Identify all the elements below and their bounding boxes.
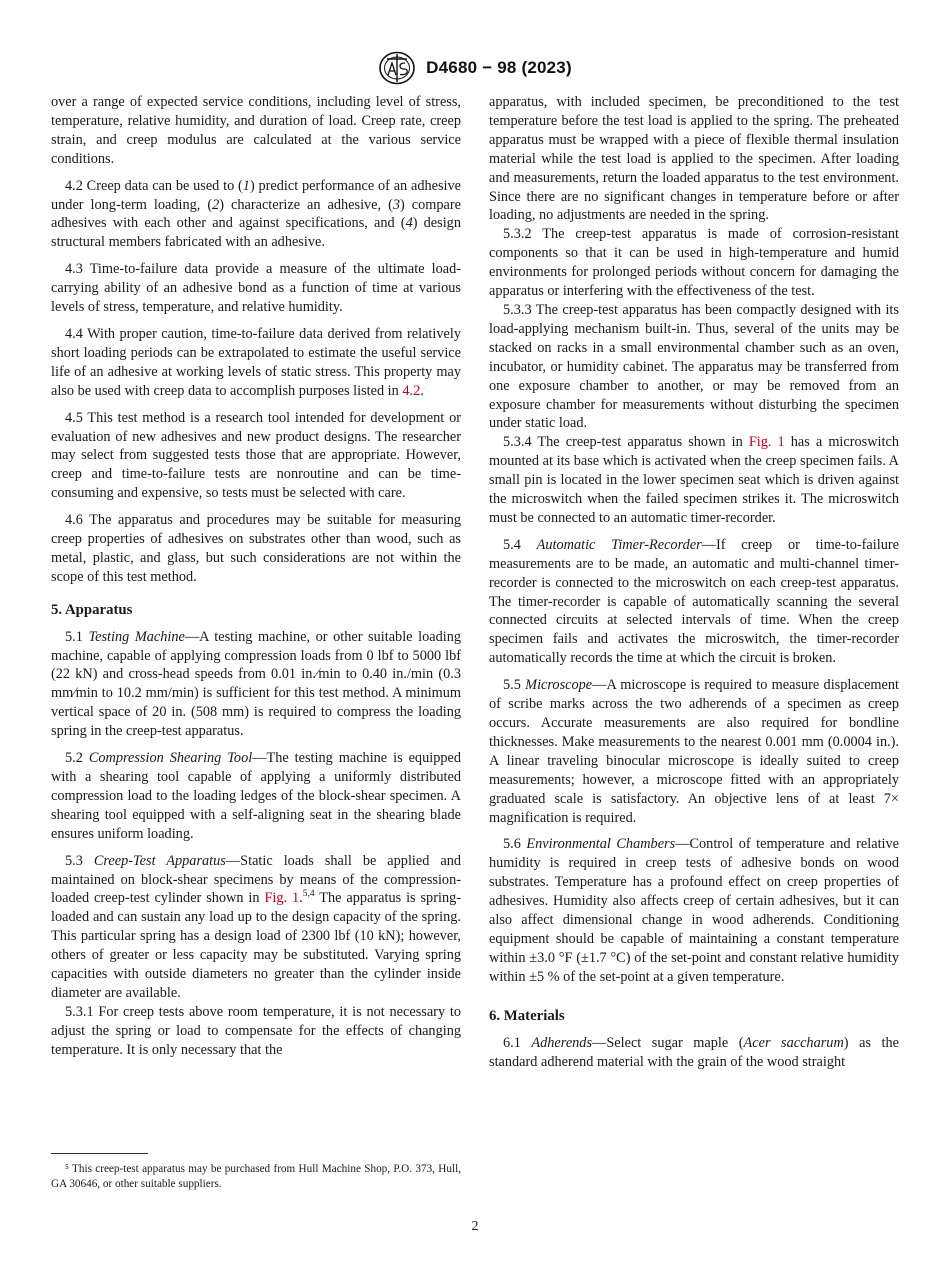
astm-logo-icon [378,51,416,85]
standard-designation: D4680 − 98 (2023) [426,58,572,77]
footnote-5: ⁵ This creep-test apparatus may be purchased from Hull Machine Shop, P.O. 373, Hull, GA 30646, or other suitable suppliers. [51,1163,461,1190]
section-4-2-link[interactable]: 4.2 [402,382,421,399]
paragraph-4-5: 4.5 This test method is a research tool intended for development or evaluation of new adhesives and new product designs. The researcher may select from suggested tests those that are appropriate. However, creep and time-to-failure tests are nonroutine and can be time-consuming and expensive, so tests must be selected with care. [51,409,461,502]
page-number: 2 [471,1219,479,1234]
paragraph-5-4: 5.4 Automatic Timer-Recorder—If creep or time-to-failure measurements are to be made, an automatic and multi-channel timer-recorder is connected to the microswitch on each creep-test apparatus. The timer-recorder is capable of automatically scanning the several connected circuits at selected intervals of time. When the creep specimen fails and activates the microswitch, the timer-recorder automatically records the time at which the circuit is broken. [489,536,899,667]
paragraph-6-1: 6.1 Adherends—Select sugar maple (Acer saccharum) as the standard adherend material with the grain of the wood straight [489,1034,899,1070]
paragraph-5-3-4: 5.3.4 The creep-test apparatus shown in Fig. 1 has a microswitch mounted at its base which is activated when the creep specimen fails. A small pin is located in the lower specimen seat which is driven against the microswitch when the failed specimen strikes it. The microswitch must be connected to an automatic timer-recorder. [489,434,899,526]
right-column [489,93,899,1079]
figure-1-link[interactable]: Fig. 1 [264,890,300,907]
section-heading-apparatus: 5. Apparatus [51,601,133,618]
paragraph-5-3-3: 5.3.3 The creep-test apparatus has been compactly designed with its load-applying mechanism built-in. Thus, several of the units may be stacked on racks in a small environmental chamber such as an oven, incubator, or humidity cabinet. The apparatus may be transferred from one exposure chamber to another, or may be removed from an exposure chamber for measurements without disturbing the specimen under static load. [489,301,899,432]
paragraph-5-5: 5.5 Microscope—A microscope is required to measure displacement of scribe marks across the two adherends of a specimen as creep occurs. Accurate measurements are also required for bondline thicknesses. Make measurements to the nearest 0.001 mm (0.0004 in.). A linear traveling binocular microscope is ideally suited to creep measurements; however, a microscope fitted with an appropriately graduated scale is satisfactory. An objective lens of at least 7× magnification is required. [489,677,899,826]
paragraph-5-3-1: 5.3.1 For creep tests above room temperature, it is not necessary to adjust the spring or load to compensate for the effects of changing temperature. It is only necessary that the [51,1003,461,1058]
paragraph-5-3-1-continued: apparatus, with included specimen, be preconditioned to the test temperature before the test load is applied to the spring. The preheated apparatus must be wrapped with a piece of flexible thermal insulation material while the test load is applied to the specimen. After loading and measurements, return the loaded apparatus to the test environment. Since there are no significant changes in temperature before or after loading, no adjustments are needed in the spring. [489,94,899,224]
paragraph-5-1: 5.1 Testing Machine—A testing machine, or other suitable loading machine, capable of applying compression loads from 0 lbf to 5000 lbf (22 kN) and cross-head speeds from 0.01 in.⁄min to 0.40 in./min (0.3 mm⁄min to 10.2 mm/min) is sufficient for this test method. A minimum vertical space of 20 in. (508 mm) is required to compress the loading spring in the creep-test apparatus. [51,628,461,740]
paragraph-5-3: 5.3 Creep-Test Apparatus—Static loads shall be applied and maintained on block-shear specimens by means of the compression-loaded creep-test cylinder shown in Fig. 1.$^{5,4}$ The apparatus is spring-loaded and can sustain any load up to the design capacity of the spring. This particular spring has a design load of 2300 lbf (10 kN); however, others of greater or less capacity may be substituted. Varying spring capacities with outside diameters no greater than the cylinder inside diameter are available. [51,852,462,1001]
paragraph-5-6: 5.6 Environmental Chambers—Control of temperature and relative humidity is required in creep tests of adhesive bonds on wood substrates. Temperature has a profound effect on creep properties of adhesives. Humidity also affects creep of certain adhesives, but it can also affect dimensional change in wood adherends. Conditioning equipment should be capable of maintaining a constant temperature within ±3.0 °F (±1.7 °C) of the set-point and constant relative humidity within ±5 % of the set-point at a given temperature. [489,836,900,985]
figure-1-link[interactable]: Fig. 1 [748,434,785,451]
footnote-divider [51,1153,148,1154]
footnote-marker: 5,4 [302,889,315,900]
left-column [51,93,461,1060]
paragraph-4-6: 4.6 The apparatus and procedures may be suitable for measuring creep properties of adhesives on substrates other than wood, such as metal, plastic, and glass, but such considerations are not within the scope of this test method. [51,512,461,585]
page-header [0,50,950,86]
paragraph-intro-continued: over a range of expected service conditions, including level of stress, temperature, relative humidity, and duration of load. Creep rate, creep strain, and creep modulus are calculated at the various service conditions. [51,94,461,167]
section-heading-materials: 6. Materials [489,1007,565,1024]
paragraph-4-2: 4.2 Creep data can be used to (1) predict performance of an adhesive under long-term loading, (2) characterize an adhesive, (3) compare adhesives with each other and against specifications, and (4) design structural members fabricated with an adhesive. [51,177,461,251]
paragraph-5-3-2: 5.3.2 The creep-test apparatus is made of corrosion-resistant components so that it can be used in high-temperature and humid environments for prolonged periods without concern for damaging the apparatus or interfering with the effectiveness of the test. [489,226,899,300]
paragraph-4-4: 4.4 With proper caution, time-to-failure data derived from relatively short loading periods can be extrapolated to estimate the useful service life of an adhesive at working levels of static stress. This property may also be used with creep data to accomplish purposes listed in 4.2. [51,325,461,399]
paragraph-5-2: 5.2 Compression Shearing Tool—The testing machine is equipped with a shearing tool capable of applying a uniformly distributed compression load to the loading ledges of the block-shear specimen. A shearing tool equipped with a self-aligning seat in the shearing blade ensures uniform loading. [51,750,461,842]
paragraph-4-3: 4.3 Time-to-failure data provide a measure of the ultimate load-carrying ability of an adhesive bond as a function of time at various levels of stress, temperature, and relative humidity. [51,261,461,316]
